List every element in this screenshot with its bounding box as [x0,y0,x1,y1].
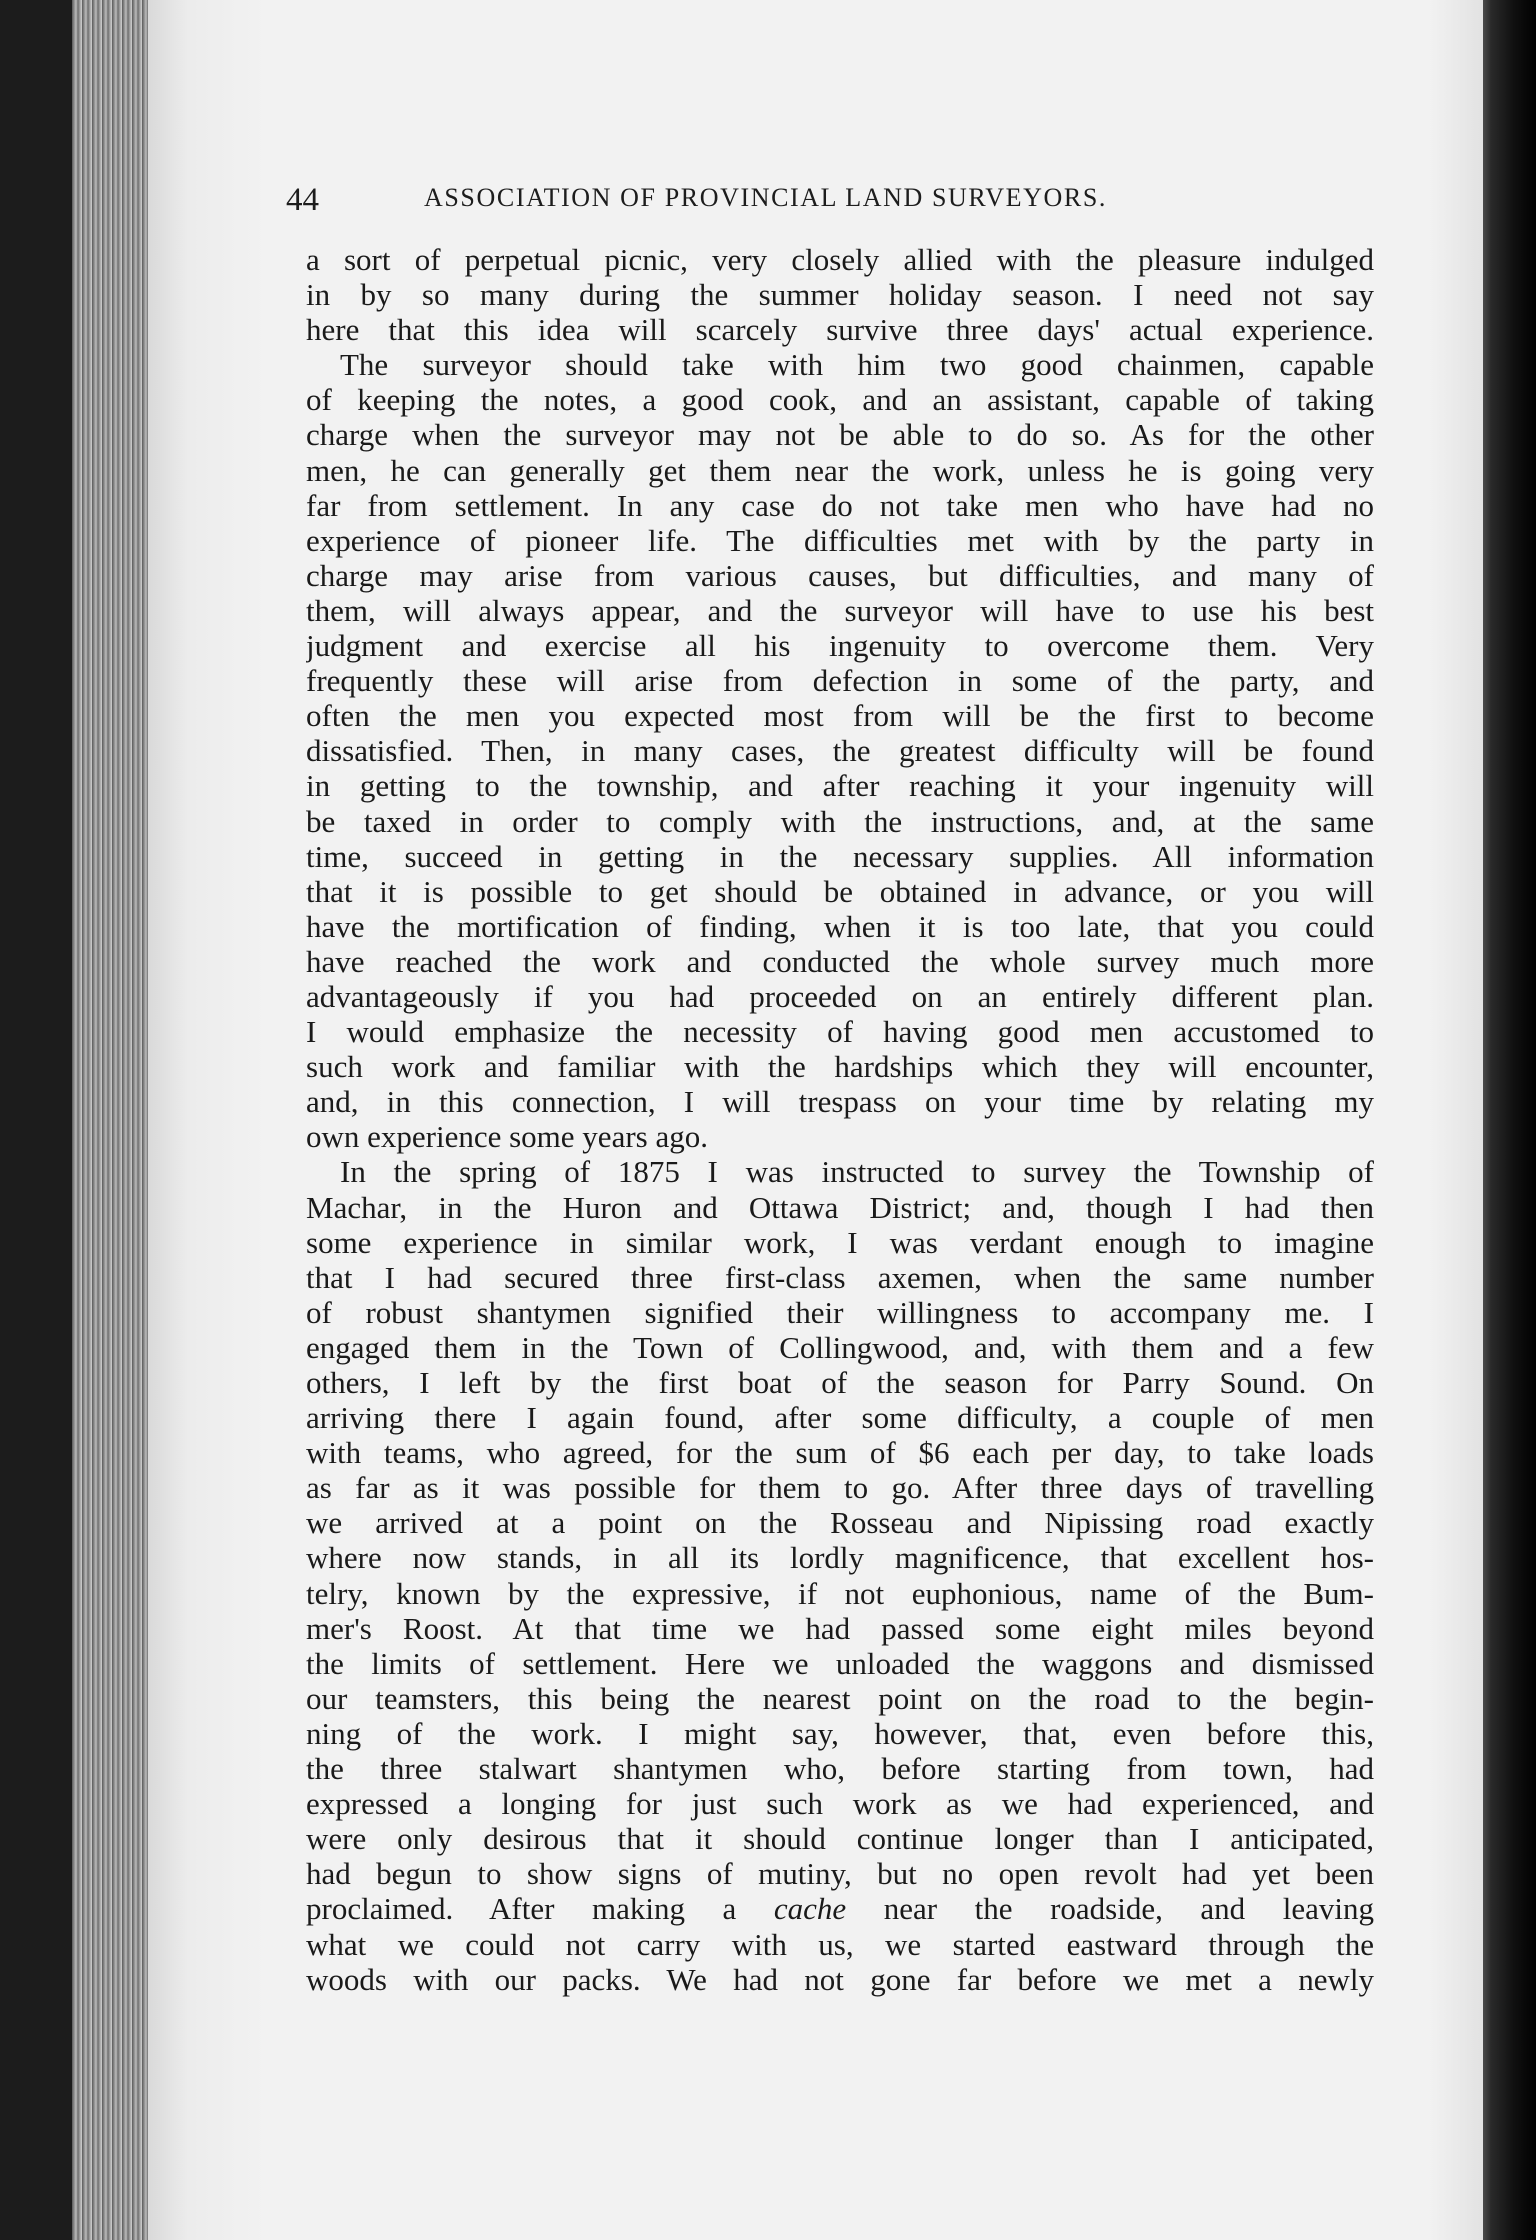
text-line: expressed a longing for just such work as we had experienced, and [306,1786,1374,1822]
text-line: here that this idea will scarcely survive three days' actual experience. [306,312,1374,348]
text-line: such work and familiar with the hardships which they will encounter, [306,1049,1374,1085]
text-line: have the mortification of finding, when it is too late, that you could [306,908,1374,944]
text-line: telry, known by the expressive, if not euphonious, name of the Bum- [306,1575,1374,1611]
text-line: experience of pioneer life. The difficulties met with by the party in [306,522,1374,558]
text-line: and, in this connection, I will trespass on your time by relating my [306,1084,1374,1120]
line-text-start: proclaimed. After making a [306,1891,774,1927]
text-line: Machar, in the Huron and Ottawa District; and, though I had then [306,1189,1374,1225]
text-line: the three stalwart shantymen who, before starting from town, had [306,1751,1374,1787]
text-line: far from settlement. In any case do not take men who have had no [306,487,1374,523]
text-line: have reached the work and conducted the whole survey much more [306,943,1374,979]
text-line: charge may arise from various causes, but difficulties, and many of [306,557,1374,593]
text-line: engaged them in the Town of Collingwood, and, with them and a few [306,1329,1374,1365]
text-line: them, will always appear, and the surveyor will have to use his best [306,592,1374,628]
paragraph-end-line: own experience some years ago. [306,1119,708,1155]
text-line: a sort of perpetual picnic, very closely allied with the pleasure indulged [306,242,1374,277]
text-line: ning of the work. I might say, however, that, even before this, [306,1715,1374,1751]
book-page-edge [72,0,150,2240]
text-line: in getting to the township, and after reaching it your ingenuity will [306,768,1374,804]
text-line: in by so many during the summer holiday season. I need not say [306,277,1374,313]
body-text [306,242,1374,1997]
text-line: judgment and exercise all his ingenuity to overcome them. Very [306,628,1374,664]
text-line: of keeping the notes, a good cook, and an assistant, capable of taking [306,382,1374,418]
text-line: others, I left by the first boat of the season for Parry Sound. On [306,1365,1374,1400]
text-line: were only desirous that it should continue longer than I anticipated, [306,1821,1374,1857]
line-text-end: near the roadside, and leaving [846,1891,1374,1927]
text-line: charge when the surveyor may not be able to do so. As for the other [306,417,1374,453]
text-line: dissatisfied. Then, in many cases, the greatest difficulty will be found [306,733,1374,769]
paragraph-start-line: In the spring of 1875 I was instructed to survey the Township of [340,1154,1374,1190]
page-number: 44 [286,182,319,218]
text-line: the limits of settlement. Here we unloaded the waggons and dismissed [306,1645,1374,1681]
text-line: our teamsters, this being the nearest point on the road to the begin- [306,1680,1374,1716]
running-head [286,180,1376,224]
text-line: where now stands, in all its lordly magnificence, that excellent hos- [306,1540,1374,1576]
text-line: of robust shantymen signified their willingness to accompany me. I [306,1294,1374,1330]
text-line: time, succeed in getting in the necessary supplies. All information [306,838,1374,874]
text-line: frequently these will arise from defection in some of the party, and [306,663,1374,699]
text-line: that it is possible to get should be obtained in advance, or you will [306,873,1374,909]
text-line: what we could not carry with us, we started eastward through the [306,1926,1374,1962]
text-line: that I had secured three first-class axemen, when the same number [306,1259,1374,1295]
text-line: with teams, who agreed, for the sum of $6 each per day, to take loads [306,1435,1374,1471]
text-line: mer's Roost. At that time we had passed some eight miles beyond [306,1610,1374,1646]
text-line-with-italic [306,1891,1374,1926]
italic-word: cache [773,1891,847,1927]
text-line: we arrived at a point on the Rosseau and Nipissing road exactly [306,1505,1374,1541]
book-binding [1483,0,1536,2240]
text-line: arriving there I again found, after some difficulty, a couple of men [306,1400,1374,1436]
running-head-title: ASSOCIATION OF PROVINCIAL LAND SURVEYORS. [424,183,1107,212]
text-line: be taxed in order to comply with the instructions, and, at the same [306,803,1374,839]
text-line: often the men you expected most from will be the first to become [306,698,1374,734]
text-line: I would emphasize the necessity of having good men accustomed to [306,1014,1374,1050]
text-line: men, he can generally get them near the work, unless he is going very [306,452,1374,488]
text-line: had begun to show signs of mutiny, but no open revolt had yet been [306,1856,1374,1892]
text-line: advantageously if you had proceeded on an entirely different plan. [306,978,1374,1014]
text-line: some experience in similar work, I was verdant enough to imagine [306,1224,1374,1260]
text-line: woods with our packs. We had not gone far before we met a newly [306,1961,1374,1997]
paragraph-start-line: The surveyor should take with him two good chainmen, capable [340,347,1374,383]
text-line: as far as it was possible for them to go. After three days of travelling [306,1470,1374,1506]
